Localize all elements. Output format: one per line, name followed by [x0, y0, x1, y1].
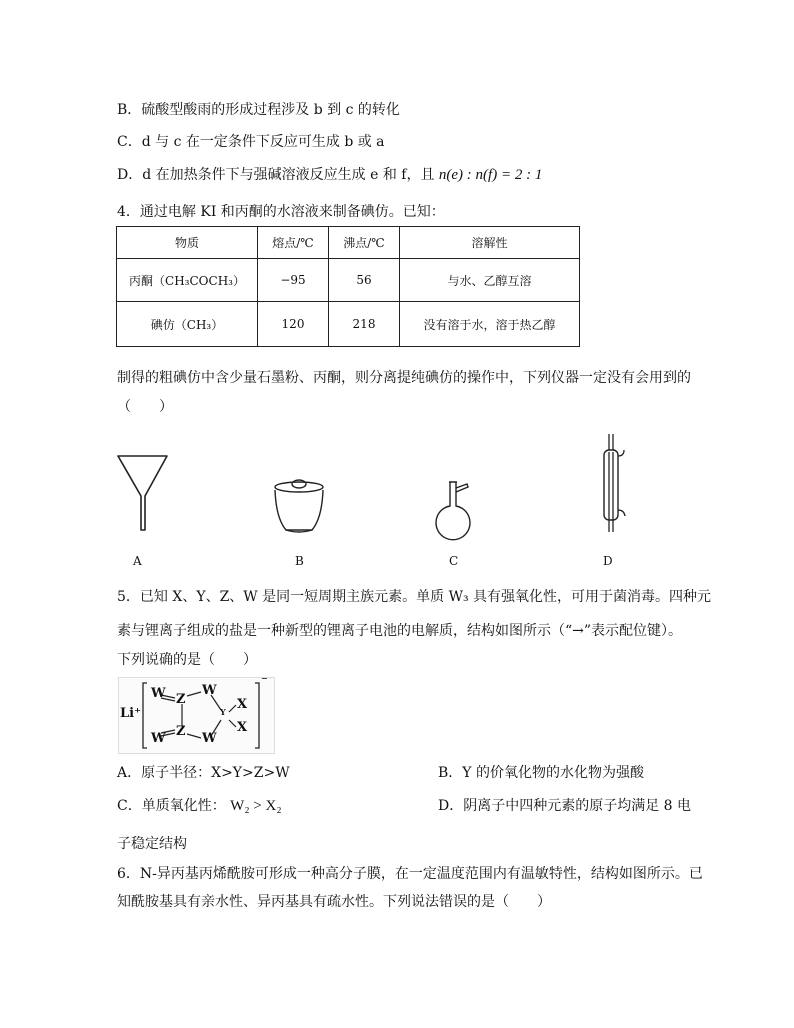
q5-option-c-formula: W₂ > X₂ [230, 798, 282, 814]
atom-y: Y [220, 707, 226, 717]
table-row [117, 302, 580, 347]
atom-w: W [202, 683, 217, 698]
atom-w: W [151, 686, 166, 701]
properties-table [116, 226, 580, 347]
q5-option-a: A．原子半径：X>Y>Z>W [117, 765, 290, 781]
option-label-a: A [133, 554, 142, 568]
anion-charge: ⁻ [261, 674, 268, 689]
table-cell: 与水、乙醇互溶 [400, 259, 580, 302]
atom-z: Z [176, 692, 186, 707]
atom-z: Z [176, 724, 186, 739]
table-header-cell: 溶解性 [400, 227, 580, 259]
table-cell: 56 [329, 259, 400, 302]
round-bottom-flask-icon [433, 480, 477, 542]
table-cell: 120 [258, 302, 329, 347]
table-cell: 没有溶于水，溶于热乙醇 [400, 302, 580, 347]
q3-option-d-text: D．d 在加热条件下与强碱溶液反应生成 e 和 f，且 [117, 167, 435, 183]
q5-stem-line3: 下列说确的是（ ） [117, 652, 257, 668]
table-cell: 丙酮（CH₃COCH₃） [117, 259, 258, 302]
funnel-icon [115, 452, 171, 532]
table-cell: −95 [258, 259, 329, 302]
table-header-row [117, 227, 580, 259]
lithium-cation: Li⁺ [120, 706, 141, 721]
anion-structure-figure [118, 674, 275, 754]
q5-stem-line1: 5．已知 X、Y、Z、W 是同一短周期主族元素。单质 W₃ 具有强氧化性，可用于菌消毒。四种元 [117, 589, 712, 605]
q5-option-d-continued: 子稳定结构 [117, 836, 187, 852]
q6-stem-line2: 知酰胺基具有亲水性、异丙基具有疏水性。下列说法错误的是（ ） [117, 894, 551, 910]
condenser-icon [594, 432, 628, 538]
structure-bonds [119, 678, 274, 753]
option-label-c: C [449, 554, 459, 568]
table-row [117, 259, 580, 302]
table-cell: 碘仿（CH₃） [117, 302, 258, 347]
table-header-cell: 熔点/℃ [258, 227, 329, 259]
q3-option-c: C．d 与 c 在一定条件下反应可生成 b 或 a [117, 134, 385, 150]
q3-option-d [117, 166, 542, 184]
atom-x: X [237, 697, 248, 712]
option-label-b: B [295, 554, 304, 568]
q3-option-d-formula: n(e) : n(f) = 2 : 1 [438, 167, 543, 183]
q6-stem-line1: 6．N-异丙基丙烯酰胺可形成一种高分子膜，在一定温度范围内有温敏特性，结构如图所示。已 [117, 866, 703, 882]
q4-question-line1: 制得的粗碘仿中含少量石墨粉、丙酮，则分离提纯碘仿的操作中，下列仪器一定没有会用到的 [117, 370, 691, 386]
crucible-icon [270, 478, 328, 536]
q5-option-c-text: C．单质氧化性： [117, 798, 226, 814]
q5-stem-line2: 素与锂离子组成的盐是一种新型的锂离子电池的电解质，结构如图所示（“→”表示配位键）。 [117, 623, 683, 639]
atom-w: W [151, 731, 166, 746]
table-header-cell: 沸点/℃ [329, 227, 400, 259]
option-label-d: D [603, 554, 613, 568]
q3-option-b: B．硫酸型酸雨的形成过程涉及 b 到 c 的转化 [117, 102, 400, 118]
q4-answer-blank: （ ） [117, 399, 173, 415]
q4-stem: 4．通过电解 KI 和丙酮的水溶液来制备碘仿。已知： [117, 204, 445, 220]
table-header-cell: 物质 [117, 227, 258, 259]
q5-option-d: D．阴离子中四种元素的原子均满足 8 电 [438, 798, 692, 814]
atom-x: X [237, 720, 248, 735]
atom-w: W [202, 731, 217, 746]
table-cell: 218 [329, 302, 400, 347]
q5-option-b: B．Y 的价氧化物的水化物为强酸 [438, 765, 644, 781]
q5-option-c [117, 797, 282, 815]
